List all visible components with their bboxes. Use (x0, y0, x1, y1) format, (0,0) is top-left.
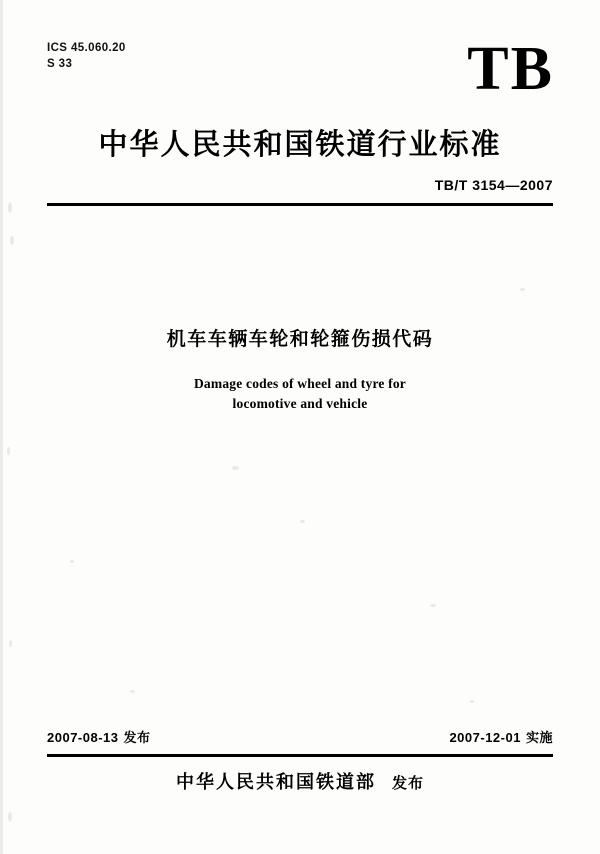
scan-speckle (8, 202, 12, 213)
subject-title-en-line1: Damage codes of wheel and tyre for (193, 376, 406, 391)
publisher-action: 发布 (391, 774, 424, 792)
scan-speckle (470, 700, 474, 703)
footer-divider (47, 754, 553, 757)
ics-classification-block (47, 40, 126, 72)
subject-title-cn: 机车车辆车轮和轮箍伤损代码 (166, 328, 434, 350)
scan-speckle (7, 447, 10, 455)
ics-code: ICS 45.060.20 (47, 42, 126, 54)
effective-label: 实施 (525, 731, 553, 746)
issue-date-group (47, 727, 151, 746)
tb-logo: TB (467, 35, 554, 103)
standard-number: TB/T 3154—2007 (434, 177, 553, 193)
scan-speckle (8, 812, 12, 822)
publisher-line (0, 768, 600, 794)
scan-speckle (430, 604, 436, 607)
scan-speckle (232, 466, 239, 470)
classification-code: S 33 (47, 58, 73, 70)
publisher-name: 中华人民共和国铁道部 (175, 772, 376, 793)
scan-speckle (70, 560, 74, 563)
effective-date: 2007-12-01 (449, 730, 521, 745)
scan-speckle (10, 236, 14, 245)
header-divider (47, 203, 553, 206)
issue-label: 发布 (123, 731, 151, 746)
page-title: 中华人民共和国铁道行业标准 (98, 127, 502, 161)
scan-speckle (520, 288, 525, 291)
effective-date-group (449, 727, 553, 746)
subject-title-en (0, 374, 600, 414)
scan-speckle (9, 640, 12, 647)
issue-date: 2007-08-13 (47, 730, 119, 745)
date-row (47, 727, 553, 746)
scan-speckle (300, 520, 305, 523)
scan-speckle (130, 690, 135, 693)
subject-title-en-line2: locomotive and vehicle (232, 396, 368, 411)
